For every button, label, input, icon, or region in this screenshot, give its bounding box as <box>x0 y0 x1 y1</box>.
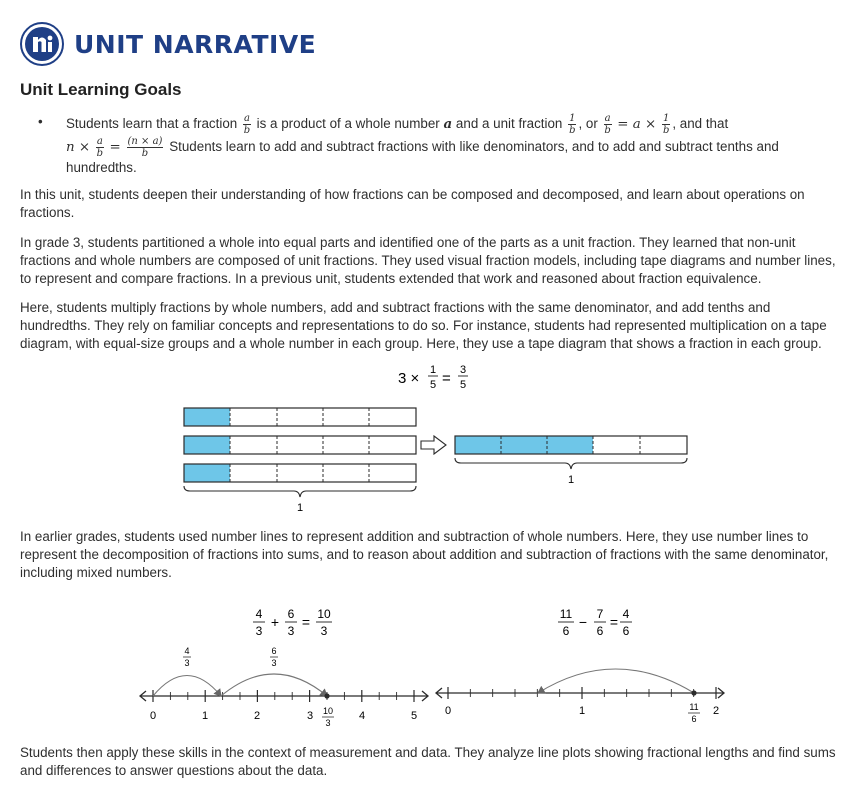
section-heading: Unit Learning Goals <box>20 80 182 99</box>
page-title: UNIT NARRATIVE <box>74 29 317 59</box>
jump-arc-1 <box>153 676 221 697</box>
left-point-den: 3 <box>325 718 331 728</box>
tape-eq-f1-den: 5 <box>429 379 437 391</box>
left-eq-b-den: 3 <box>287 624 295 638</box>
unit-logo-icon <box>20 22 64 66</box>
fraction-a-over-b-3: $\frac{a}{b}$ <box>96 136 104 159</box>
tape-eq-lhs: 3 × <box>398 370 420 387</box>
right-eq-b-den: 6 <box>596 624 604 638</box>
right-tick-label-1: 1 <box>578 705 586 717</box>
goal-text-2: is a product of a whole number <box>256 116 440 132</box>
left-eq-c-num: 10 <box>317 607 331 621</box>
tape-eq-equals: = <box>442 370 451 387</box>
right-tick-label-0: 0 <box>444 705 452 717</box>
right-point-den: 6 <box>691 714 697 724</box>
goal-eq-a-times: = a × <box>617 117 657 133</box>
learning-goal-text <box>66 113 836 177</box>
fraction-a-over-b-2: $\frac{a}{b}$ <box>604 113 611 136</box>
jump-arc-back <box>538 669 694 693</box>
tape-diagram-figure <box>0 360 861 515</box>
tape-eq-f2-num: 3 <box>459 364 467 376</box>
left-eq-equals: = <box>301 614 311 630</box>
left-equation <box>253 607 332 638</box>
left-point-marker <box>324 693 329 698</box>
fraction-nxa-over-b: $\frac{(n \times a)}{b}$ <box>127 136 163 159</box>
goal-var-a: a <box>443 116 453 133</box>
tape-combined <box>455 436 687 454</box>
right-number-line <box>436 669 724 724</box>
bullet-marker: • <box>38 114 43 129</box>
tape-left-brace-label: 1 <box>296 502 304 514</box>
arrow-right-icon <box>421 436 446 454</box>
right-eq-minus: − <box>578 614 588 630</box>
right-tick-label-2: 2 <box>712 705 720 717</box>
fraction-a-over-b: $\frac{a}{b}$ <box>243 113 251 136</box>
tape-right-brace-label: 1 <box>567 474 575 486</box>
paragraph-grade3: In grade 3, students partitioned a whole into equal parts and identified one of the parts as a unit fraction. They learned that non-unit fractions and whole numbers are composed of unit fractions. They used visual fraction models, including tape diagrams and number lines, to represent and compare fractions. In a previous unit, students extended that work and reasoned about fraction equivalence. <box>20 235 836 286</box>
jump-arc-2 <box>221 674 327 696</box>
right-point-num: 11 <box>689 702 699 712</box>
left-eq-c-den: 3 <box>320 624 328 638</box>
left-point-num: 10 <box>322 706 334 716</box>
goal-n-times: n × <box>66 140 91 156</box>
right-eq-a-num: 11 <box>559 607 573 621</box>
right-point-marker <box>691 690 696 695</box>
paragraph-intro: In this unit, students deepen their understanding of how fractions can be composed and decomposed, and learn about operations on fractions. <box>20 187 805 220</box>
left-tick-label-4: 4 <box>358 710 366 722</box>
left-number-line <box>140 646 428 728</box>
fraction-1-over-b-2: $\frac{1}{b}$ <box>662 113 670 136</box>
tape-small-2 <box>184 436 416 454</box>
left-tick-label-2: 2 <box>253 710 261 722</box>
jump1-num: 4 <box>184 646 190 656</box>
tape-small-3 <box>184 464 416 482</box>
left-eq-plus: + <box>270 614 280 630</box>
goal-equals: = <box>109 140 121 156</box>
jump2-num: 6 <box>271 646 277 656</box>
jump2-den: 3 <box>271 658 277 668</box>
goal-text-6: Students learn to add and subtract fractions with like denominators, and to add and subtract tenths and <box>169 139 779 155</box>
right-eq-c-den: 6 <box>622 624 630 638</box>
right-eq-a-den: 6 <box>562 624 570 638</box>
goal-text-3: and a unit fraction <box>455 116 563 132</box>
tape-eq-f2-den: 5 <box>459 379 467 391</box>
number-lines-figure <box>0 600 861 735</box>
left-tick-label-1: 1 <box>201 710 209 722</box>
fraction-1-over-b: $\frac{1}{b}$ <box>569 113 576 136</box>
paragraph-number-lines: In earlier grades, students used number lines to represent addition and subtraction of whole numbers. Here, they use number lines to represent the decomposition of fractions into sums, and to reason about addition and subtraction of fractions with the same denominator, including mixed numbers. <box>20 529 829 580</box>
left-eq-a-den: 3 <box>255 624 263 638</box>
right-equation <box>558 607 632 638</box>
left-eq-b-num: 6 <box>287 607 295 621</box>
tape-right-brace <box>455 458 687 469</box>
left-eq-a-num: 4 <box>255 607 263 621</box>
unit-header <box>20 22 316 66</box>
left-tick-label-5: 5 <box>410 710 418 722</box>
paragraph-measurement: Students then apply these skills in the context of measurement and data. They analyze line plots showing fractional lengths and find sums and differences to answer questions about the data. <box>20 745 836 778</box>
tape-left-brace <box>184 486 416 497</box>
right-eq-c-num: 4 <box>622 607 630 621</box>
goal-text-7: hundredths. <box>66 160 137 175</box>
goal-text-5: , and that <box>672 116 729 132</box>
tape-eq-f1-num: 1 <box>429 364 437 376</box>
left-tick-label-3: 3 <box>306 710 314 722</box>
right-eq-b-num: 7 <box>596 607 604 621</box>
goal-text-4: , or <box>578 116 598 132</box>
paragraph-multiply: Here, students multiply fractions by whole numbers, add and subtract fractions with the same denominator, and add tenths and hundredths. They rely on familiar concepts and representations to do so. For instance, students had represented multiplication on a tape diagram, with equal-size groups and a whole number in each group. Here, they use a tape diagram that shows a fraction in each group. <box>20 300 827 351</box>
jump1-den: 3 <box>184 658 190 668</box>
tape-small-1 <box>184 408 416 426</box>
right-eq-equals: = <box>609 614 619 630</box>
goal-text-1: Students learn that a fraction <box>66 116 238 132</box>
left-tick-label-0: 0 <box>149 710 157 722</box>
